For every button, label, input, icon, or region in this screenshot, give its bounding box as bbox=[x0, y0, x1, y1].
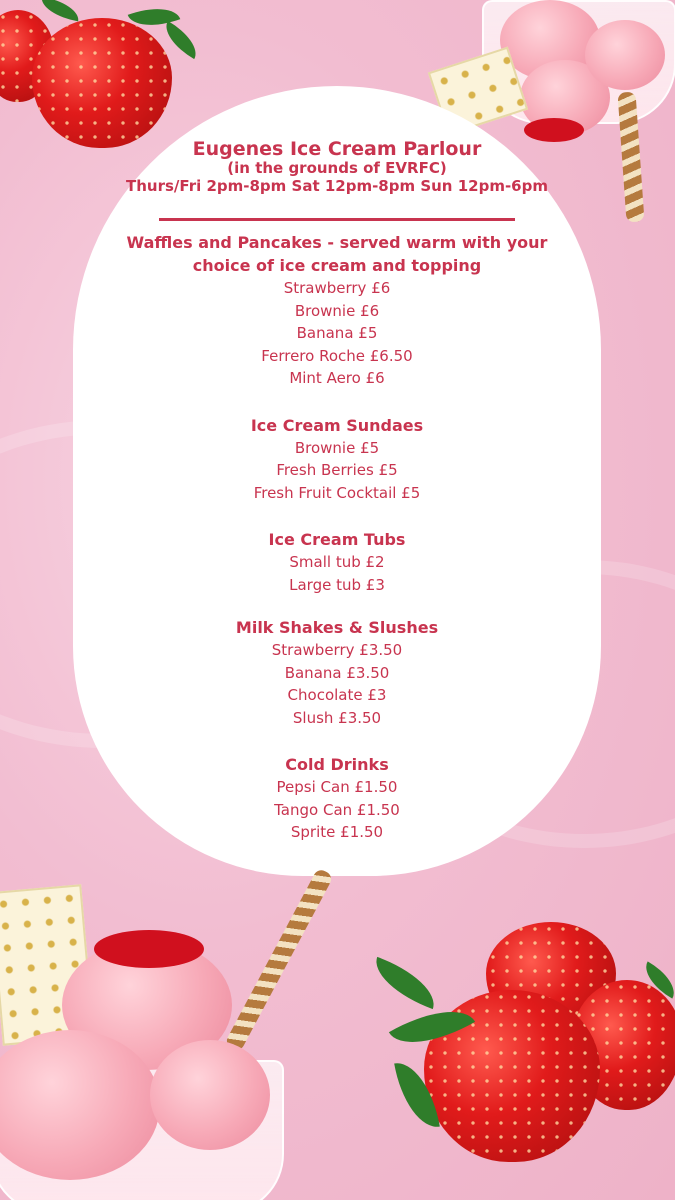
strawberry-leaf-image bbox=[367, 957, 443, 1009]
opening-hours: Thurs/Fri 2pm-8pm Sat 12pm-8pm Sun 12pm-6pm bbox=[126, 177, 548, 195]
section-title: Waffles and Pancakes - served warm with your bbox=[126, 233, 548, 252]
menu-item: Strawberry £6 bbox=[283, 279, 391, 297]
ice-cream-scoop-image bbox=[150, 1040, 270, 1150]
menu-item: Large tub £3 bbox=[289, 575, 385, 594]
menu-item: Banana £5 bbox=[296, 324, 378, 342]
strawberry-image bbox=[32, 18, 172, 148]
section-tubs bbox=[73, 528, 601, 596]
section-milkshakes bbox=[73, 616, 601, 729]
menu-item: Small tub £2 bbox=[289, 553, 385, 571]
wafer-stick-image bbox=[224, 867, 334, 1052]
menu-item: Fresh Berries £5 bbox=[276, 461, 398, 479]
menu-item: Chocolate £3 bbox=[287, 686, 387, 704]
menu-item: Fresh Fruit Cocktail £5 bbox=[253, 483, 421, 502]
ice-cream-scoop-image bbox=[585, 20, 665, 90]
divider bbox=[159, 218, 515, 221]
menu-item: Pepsi Can £1.50 bbox=[276, 778, 398, 796]
menu-item: Slush £3.50 bbox=[292, 708, 382, 727]
section-waffles bbox=[73, 231, 601, 390]
section-title: Cold Drinks bbox=[285, 755, 389, 774]
menu-item: Ferrero Roche £6.50 bbox=[261, 346, 413, 365]
menu-item: Brownie £6 bbox=[294, 301, 380, 320]
menu-item: Brownie £5 bbox=[294, 438, 380, 457]
section-title: choice of ice cream and topping bbox=[192, 256, 482, 275]
menu-content bbox=[73, 138, 601, 844]
menu-item: Tango Can £1.50 bbox=[274, 800, 400, 819]
section-sundaes bbox=[73, 414, 601, 505]
section-cold-drinks bbox=[73, 753, 601, 844]
menu-item: Sprite £1.50 bbox=[290, 823, 384, 841]
page-title: Eugenes Ice Cream Parlour bbox=[192, 138, 482, 160]
strawberry-leaf-image bbox=[39, 0, 82, 21]
strawberry-sauce-image bbox=[94, 930, 204, 968]
venue-subtitle: (in the grounds of EVRFC) bbox=[227, 159, 447, 177]
section-title: Ice Cream Sundaes bbox=[250, 415, 424, 435]
section-title: Ice Cream Tubs bbox=[268, 530, 406, 549]
menu-item: Mint Aero £6 bbox=[289, 369, 385, 387]
menu-item: Banana £3.50 bbox=[284, 663, 390, 682]
section-title: Milk Shakes & Slushes bbox=[235, 618, 439, 637]
menu-item: Strawberry £3.50 bbox=[271, 641, 403, 659]
